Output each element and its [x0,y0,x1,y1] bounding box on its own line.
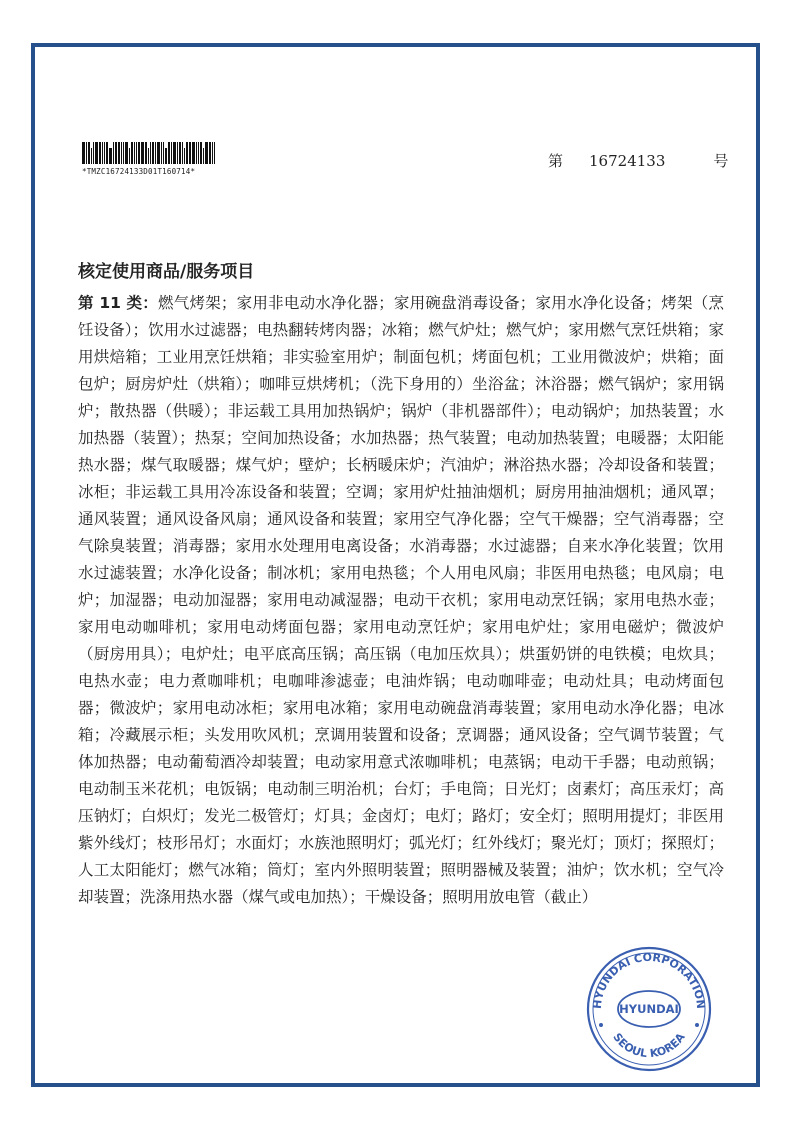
barcode-bar [150,142,151,164]
barcode-bar [171,142,172,164]
svg-text:HYUNDAI: HYUNDAI [619,1002,679,1016]
barcode-bar [121,142,122,164]
barcode-bar [109,148,112,164]
barcode-block [82,142,282,176]
barcode-bar [82,142,85,164]
registration-number: 16724133 [589,152,666,170]
barcode-bar [173,142,176,164]
barcode-bar [182,142,183,164]
barcode-bar [141,142,144,164]
barcode-bar [203,148,204,164]
number-prefix: 第 [548,152,564,170]
barcode-bar [165,148,167,164]
barcode-bar [129,148,130,164]
barcode-bar [200,142,202,164]
section-title: 核定使用商品/服务项目 [78,262,255,282]
barcode-bar [93,142,94,164]
barcode-bar [155,142,156,164]
barcode-bar [177,142,178,164]
barcode-bar [205,142,208,164]
barcode-text: *TMZC16724133D01T160714* [82,167,196,176]
barcode-bar [91,148,92,164]
barcode [82,142,282,164]
barcode-bar [123,142,124,164]
barcode-bar [212,142,213,164]
barcode-bar [95,142,98,164]
class-label: 第 11 类： [78,294,159,312]
barcode-bar [163,142,164,164]
barcode-bar [145,142,147,164]
barcode-bar [115,142,117,164]
barcode-bar [136,142,137,164]
barcode-bar [113,142,114,164]
barcode-bar [118,142,120,164]
registration-number-line [548,150,728,171]
barcode-bar [186,142,188,164]
company-seal [585,945,713,1073]
barcode-bar [209,142,211,164]
barcode-bar [99,142,101,164]
barcode-bar [125,142,128,164]
barcode-bar [196,142,197,164]
barcode-bar [189,142,191,164]
barcode-bar [161,142,162,164]
barcode-bar [131,142,133,164]
barcode-bar [134,142,135,164]
barcode-bar [214,142,215,164]
barcode-bar [86,142,87,164]
barcode-bar [138,142,140,164]
barcode-bar [184,148,185,164]
barcode-bar [179,142,181,164]
goods-services-list [78,290,724,911]
barcode-bar [168,142,170,164]
barcode-bar [152,142,154,164]
barcode-bar [104,142,105,164]
class-items: 燃气烤架；家用非电动水净化器；家用碗盘消毒设备；家用水净化设备；烤架（烹饪设备）；饮用水过滤器；电热翻转烤肉器；冰箱；燃气炉灶；燃气炉；家用燃气烹饪烘箱；家用烘焙箱；工业用烹饪烘箱；非实验室用炉；制面包机；烤面包机；工业用微波炉；烘箱；面包炉；厨房炉灶（烘箱）；咖啡豆烘烤机；（洗下身用的）坐浴盆；沐浴器；燃气锅炉；家用锅炉；散热器（供暖）；非运载工具用加热锅炉；锅炉（非机器部件）；电动锅炉；加热装置；水加热器（装置）；热泵；空间加热设备；水加热器；热气装置；电动加热装置；电暖器；太阳能热水器；煤气取暖器；煤气炉；壁炉；长柄暖床炉；汽油炉；淋浴热水器；冷却设备和装置；冰柜；非运载工具用冷冻设备和装置；空调；家用炉灶抽油烟机；厨房用抽油烟机；通风罩；通风装置；通风设备风扇；通风设备和装置；家用空气净化器；空气干燥器；空气消毒器；空气除臭装置；消毒器；家用水处理用电离设备；水消毒器；水过滤器；自来水净化装置；饮用水过滤装置；水净化设备；制冰机；家用电热毯；个人用电风扇；非医用电热毯；电风扇；电炉；加湿器；电动加湿器；家用电动减湿器；电动干衣机；家用电动烹饪锅；家用电热水壶；家用电动咖啡机；家用电动烤面包器；家用电动烹饪炉；家用电炉灶；家用电磁炉；微波炉（厨房用具）；电炉灶；电平底高压锅；高压锅（电加压炊具）；烘蛋奶饼的电铁模；电炊具；电热水壶；电力煮咖啡机；电咖啡渗滤壶；电油炸锅；电动咖啡壶；电动灶具；电动烤面包器；微波炉；家用电动冰柜；家用电冰箱；家用电动碗盘消毒装置；家用电动水净化器；电冰箱；冷藏展示柜；头发用吹风机；烹调用装置和设备；烹调器；通风设备；空气调节装置；气体加热器；电动葡萄酒冷却装置；电动家用意式浓咖啡机；电蒸锅；电动干手器；电动煎锅；电动制玉米花机；电饭锅；电动制三明治机；台灯；手电筒；日光灯；卤素灯；高压汞灯；高压钠灯；白炽灯；发光二极管灯；灯具；金卤灯；电灯；路灯；安全灯；照明用提灯；非医用紫外线灯；枝形吊灯；水面灯；水族池照明灯；弧光灯；红外线灯；聚光灯；顶灯；探照灯；人工太阳能灯；燃气冰箱；筒灯；室内外照明装置；照明器械及装置；油炉；饮水机；空气冷却装置；洗涤用热水器（煤气或电加热）；干燥设备；照明用放电管（截止） [78,294,724,906]
barcode-bar [198,142,199,164]
number-suffix: 号 [713,152,729,170]
svg-text:SEOUL KOREA: SEOUL KOREA [610,1030,688,1061]
svg-text:HYUNDAI CORPORATION: HYUNDAI CORPORATION [590,950,708,1010]
barcode-bar [102,142,103,164]
barcode-bar [157,142,160,164]
barcode-bar [106,142,108,164]
barcode-bar [148,148,149,164]
barcode-bar [88,142,90,164]
barcode-bar [192,142,195,164]
